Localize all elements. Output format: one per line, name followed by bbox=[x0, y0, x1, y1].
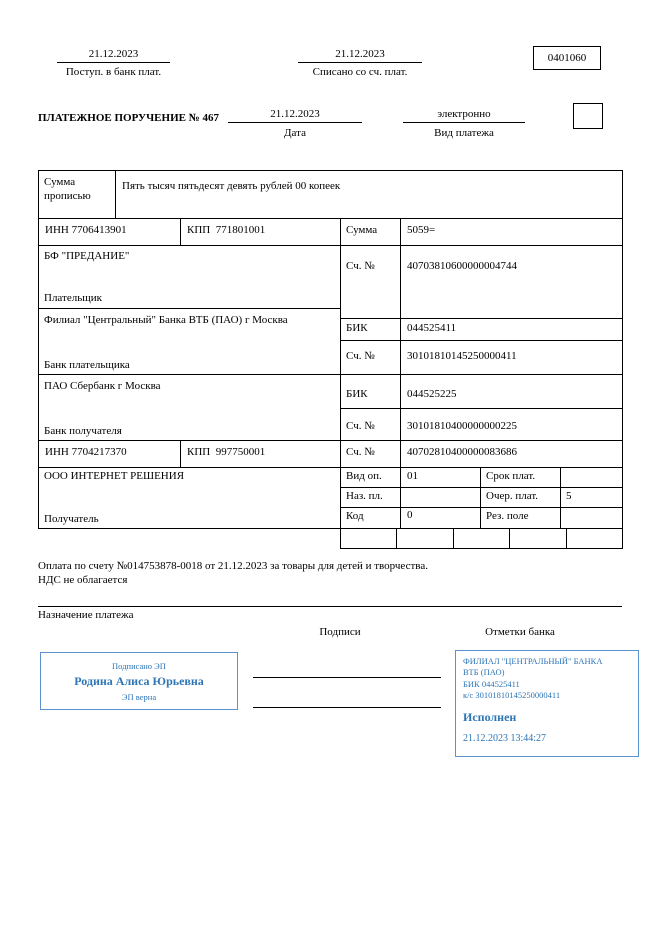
document-date-field: 21.12.2023 bbox=[228, 106, 362, 123]
sum-value: 5059= bbox=[407, 224, 436, 236]
table-grid-line bbox=[622, 170, 623, 548]
amount-in-words-label-line2: прописью bbox=[44, 190, 91, 202]
payee-inn: ИНН 7704217370 bbox=[45, 446, 127, 458]
op-type-value: 01 bbox=[407, 470, 418, 482]
table-grid-line bbox=[340, 408, 622, 409]
stamp-status: Исполнен bbox=[463, 709, 517, 724]
stamp-bank-name-line1: ФИЛИАЛ "ЦЕНТРАЛЬНЫЙ" БАНКА bbox=[463, 656, 603, 666]
payee-bank-account-label: Сч. № bbox=[346, 420, 375, 432]
payer-bank-label: Банк плательщика bbox=[44, 359, 130, 371]
table-grid-line bbox=[38, 308, 340, 309]
payer-account: 40703810600000004744 bbox=[407, 260, 517, 272]
amount-in-words-value: Пять тысяч пятьдесят девять рублей 00 копеек bbox=[122, 180, 341, 192]
code-value: 0 bbox=[407, 509, 413, 521]
debited-date-field: 21.12.2023 bbox=[298, 46, 422, 63]
table-grid-line bbox=[38, 440, 622, 441]
payer-bank-account-label: Сч. № bbox=[346, 350, 375, 362]
table-grid-line bbox=[38, 245, 622, 246]
stamp-datetime: 21.12.2023 13:44:27 bbox=[463, 733, 547, 745]
payer-label: Плательщик bbox=[44, 292, 102, 304]
amount-in-words-label-line1: Сумма bbox=[44, 176, 76, 188]
table-grid-line bbox=[480, 467, 481, 528]
payer-account-label: Сч. № bbox=[346, 260, 375, 272]
payee-kpp: КПП 997750001 bbox=[187, 446, 266, 458]
payer-bank-bik-label: БИК bbox=[346, 322, 368, 334]
payer-inn: ИНН 7706413901 bbox=[45, 224, 127, 236]
signature-line bbox=[253, 707, 441, 708]
payer-kpp: КПП 771801001 bbox=[187, 224, 266, 236]
bottom-code-cell-divider bbox=[509, 528, 510, 548]
table-grid-line bbox=[400, 218, 401, 528]
payer-bank-name: Филиал "Центральный" Банка ВТБ (ПАО) г Москва bbox=[44, 314, 288, 326]
table-grid-line bbox=[38, 170, 39, 528]
table-grid-line bbox=[38, 374, 622, 375]
sum-label: Сумма bbox=[346, 224, 378, 236]
table-grid-line bbox=[560, 467, 561, 528]
payee-account: 40702810400000083686 bbox=[407, 446, 517, 458]
table-grid-line bbox=[115, 170, 116, 218]
signature-line bbox=[253, 677, 441, 678]
payee-label: Получатель bbox=[44, 513, 99, 525]
reserve-field-label: Рез. поле bbox=[486, 510, 529, 522]
stamp-corr-account: к/с 30101810145250000411 bbox=[463, 690, 561, 701]
table-grid-line bbox=[180, 440, 181, 467]
stamp-bik: БИК 044525411 bbox=[463, 678, 520, 689]
table-grid-line bbox=[340, 487, 622, 488]
bottom-code-cell-divider bbox=[453, 528, 454, 548]
pay-purpose-code-label: Наз. пл. bbox=[346, 490, 383, 502]
priority-value: 5 bbox=[566, 490, 572, 502]
bottom-code-cell-divider bbox=[396, 528, 397, 548]
table-grid-line bbox=[38, 528, 622, 529]
pay-term-label: Срок плат. bbox=[486, 470, 536, 482]
stamp-bank-name-line2: ВТБ (ПАО) bbox=[463, 667, 505, 678]
payee-account-label: Сч. № bbox=[346, 446, 375, 458]
signatures-title: Подписи bbox=[319, 626, 361, 638]
code-label: Код bbox=[346, 510, 364, 522]
table-grid-line bbox=[180, 218, 181, 245]
payee-bank-label: Банк получателя bbox=[44, 425, 122, 437]
payee-bank-name: ПАО Сбербанк г Москва bbox=[44, 380, 161, 392]
payment-kind-field: электронно bbox=[403, 106, 525, 123]
debited-date-label: Списано со сч. плат. bbox=[312, 66, 408, 78]
payee-bank-bik: 044525225 bbox=[407, 388, 457, 400]
priority-label: Очер. плат. bbox=[486, 490, 539, 502]
document-date-label: Дата bbox=[284, 127, 306, 139]
esign-signed-text: Подписано ЭП bbox=[112, 660, 166, 671]
purpose-label: Назначение платежа bbox=[38, 609, 134, 621]
esign-stamp bbox=[40, 652, 238, 710]
payee-bank-account: 30101810400000000225 bbox=[407, 420, 517, 432]
table-grid-line bbox=[340, 548, 623, 549]
payer-bank-account: 30101810145250000411 bbox=[407, 350, 517, 362]
purpose-text-line2: НДС не облагается bbox=[38, 574, 128, 586]
op-type-label: Вид оп. bbox=[346, 470, 382, 482]
table-grid-line bbox=[340, 340, 622, 341]
table-grid-line bbox=[340, 507, 622, 508]
document-title: ПЛАТЕЖНОЕ ПОРУЧЕНИЕ № 467 bbox=[38, 112, 220, 124]
received-date-label: Поступ. в банк плат. bbox=[65, 66, 162, 78]
purpose-text-line1: Оплата по счету №014753878-0018 от 21.12.2023 за товары для детей и творчества. bbox=[38, 560, 428, 572]
table-grid-line bbox=[340, 218, 341, 548]
payment-type-box bbox=[573, 103, 603, 129]
bank-marks-title: Отметки банка bbox=[485, 626, 555, 638]
bottom-code-cell-divider bbox=[566, 528, 567, 548]
received-date-field: 21.12.2023 bbox=[57, 46, 170, 63]
esign-valid-text: ЭП верна bbox=[121, 691, 157, 702]
form-code-box: 0401060 bbox=[533, 46, 601, 70]
payee-bank-bik-label: БИК bbox=[346, 388, 368, 400]
table-grid-line bbox=[340, 318, 622, 319]
payer-bank-bik: 044525411 bbox=[407, 322, 457, 334]
payment-kind-label: Вид платежа bbox=[434, 127, 494, 139]
esign-signer-name: Родина Алиса Юрьевна bbox=[74, 673, 204, 688]
table-grid-line bbox=[38, 218, 622, 219]
payee-name: ООО ИНТЕРНЕТ РЕШЕНИЯ bbox=[44, 470, 185, 482]
table-grid-line bbox=[38, 467, 622, 468]
payer-name: БФ "ПРЕДАНИЕ" bbox=[44, 250, 130, 262]
purpose-separator-line bbox=[38, 606, 622, 607]
table-grid-line bbox=[38, 170, 622, 171]
bank-execution-stamp bbox=[455, 650, 639, 757]
